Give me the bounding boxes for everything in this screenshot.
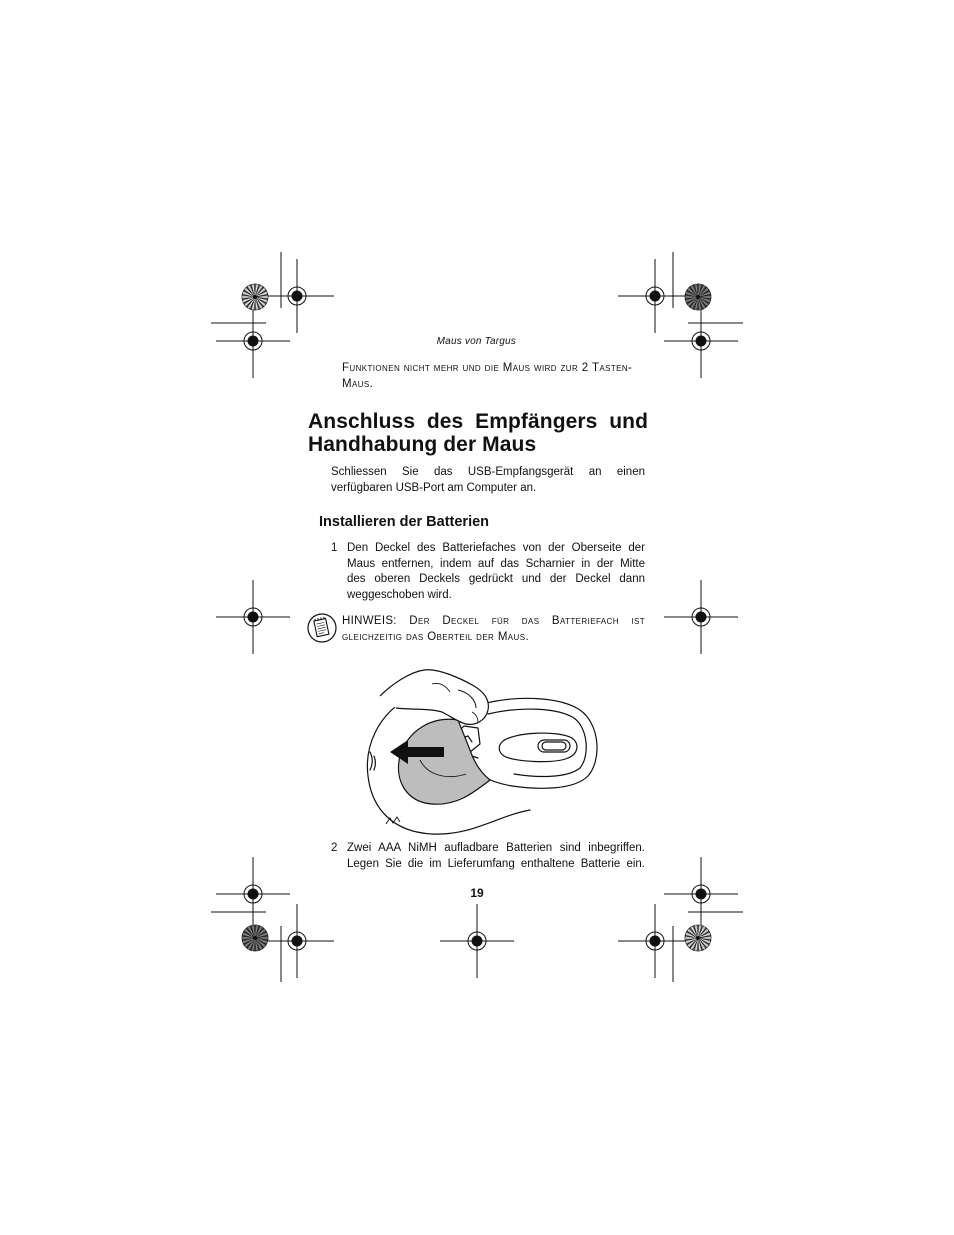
- note-line-2: gleichzeitig das Oberteil der Maus.: [342, 631, 530, 643]
- step-1-line: Maus entfernen, indem auf das Scharnier in der Mitte: [347, 557, 645, 570]
- battery-cover-shape: [398, 719, 490, 804]
- continued-paragraph: [342, 360, 645, 392]
- registration-crosshair-icon: [216, 857, 290, 931]
- registration-crosshair-icon: [664, 857, 738, 931]
- registration-crosshair-icon: [260, 904, 334, 978]
- step-2-text: [347, 841, 645, 872]
- step-2-number: 2: [331, 842, 338, 854]
- mouse-battery-cover-illustration: [362, 664, 612, 840]
- step-1-text: [347, 541, 645, 603]
- note-line-1: Der Deckel für das Batteriefach ist: [409, 615, 645, 627]
- registration-crosshair-icon: [216, 304, 290, 378]
- section-heading-line-1: Anschluss des Empfängers und: [308, 410, 648, 433]
- registration-crosshair-icon: [618, 259, 692, 333]
- step-1-line: weggeschoben wird.: [347, 588, 452, 601]
- step-2-line: Legen Sie die im Lieferumfang enthaltene Batterie ein.: [347, 857, 645, 870]
- step-1-line: Den Deckel des Batteriefaches von der Oberseite der: [347, 542, 645, 554]
- registration-crosshair-icon: [440, 904, 514, 978]
- intro-paragraph: [331, 465, 645, 496]
- registration-crosshair-icon: [216, 580, 290, 654]
- note-label: HINWEIS:: [342, 615, 397, 627]
- step-1-number: 1: [331, 542, 338, 554]
- continued-line-1: Funktionen nicht mehr und die Maus wird zur 2 Tasten-: [342, 362, 633, 374]
- registration-crosshair-icon: [664, 580, 738, 654]
- registration-crosshair-icon: [664, 304, 738, 378]
- page-number: 19: [470, 886, 484, 900]
- registration-crosshair-icon: [618, 904, 692, 978]
- note-text: [342, 613, 645, 645]
- sunburst-color-target-icon: [242, 284, 268, 310]
- step-1-line: des oberen Deckels gedrückt und der Deckel dann: [347, 573, 645, 586]
- intro-line-1: Schliessen Sie das USB-Empfangsgerät an einen: [331, 466, 645, 478]
- running-header: Maus von Targus: [436, 336, 516, 347]
- sunburst-color-target-icon: [685, 925, 711, 951]
- section-heading-line-2: Handhabung der Maus: [308, 433, 537, 456]
- sunburst-color-target-icon: [685, 284, 711, 310]
- intro-line-2: verfügbaren USB-Port am Computer an.: [331, 481, 537, 494]
- section-heading: [308, 410, 648, 456]
- note-notepad-icon: [307, 612, 337, 644]
- subsection-heading: Installieren der Batterien: [319, 514, 490, 530]
- sunburst-color-target-icon: [242, 925, 268, 951]
- continued-line-2: Maus.: [342, 378, 374, 390]
- step-2-line: Zwei AAA NiMH aufladbare Batterien sind inbegriffen.: [347, 842, 645, 854]
- registration-crosshair-icon: [260, 259, 334, 333]
